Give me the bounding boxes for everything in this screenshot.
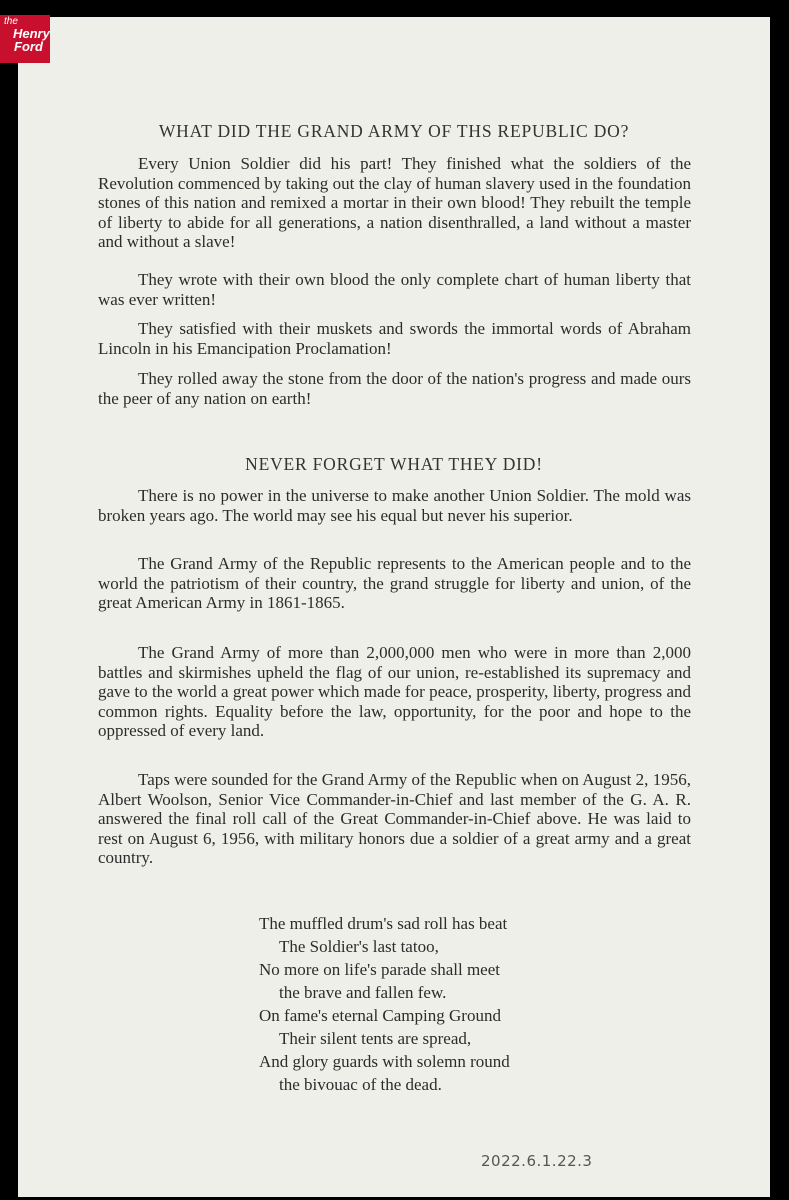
logo-text-ford: Ford	[14, 39, 43, 54]
logo-text-the: the	[4, 16, 18, 27]
archive-number: 2022.6.1.22.3	[481, 1152, 593, 1170]
section-heading-what-did: WHAT DID THE GRAND ARMY OF THS REPUBLIC DO?	[158, 121, 630, 141]
paragraph-two-million-men: The Grand Army of more than 2,000,000 men who were in more than 2,000 battles and skirmishes upheld the flag of our union, re-established its supremacy and gave to the world a great power which made for peace, prosperity, liberty, progress and common rights. Equality before the law, opportunity, for the poor and hope to the oppressed of every land.	[98, 643, 691, 740]
poem-line: On fame's eternal Camping Ground	[259, 1006, 501, 1025]
poem-line: The muffled drum's sad roll has beat	[259, 914, 508, 933]
logo-text-henry: Henry	[13, 26, 50, 41]
poem	[259, 912, 619, 1096]
poem-line: Their silent tents are spread,	[279, 1029, 472, 1048]
document-page	[18, 17, 770, 1197]
paragraph-satisfied-muskets: They satisfied with their muskets and swords the immortal words of Abraham Lincoln in his Emancipation Proclamation!	[98, 319, 691, 358]
poem-line: the bivouac of the dead.	[279, 1075, 442, 1094]
poem-line: The Soldier's last tatoo,	[279, 937, 439, 956]
paragraph-rolled-away-stone: They rolled away the stone from the door of the nation's progress and made ours the peer of any nation on earth!	[98, 369, 691, 408]
poem-line: No more on life's parade shall meet	[259, 960, 500, 979]
paragraph-no-power: There is no power in the universe to make another Union Soldier. The mold was broken years ago. The world may see his equal but never his superior.	[98, 486, 691, 525]
paragraph-grand-army-represents: The Grand Army of the Republic represents to the American people and to the world the patriotism of their country, the grand struggle for liberty and union, of the great American Army in 1861-1865.	[98, 554, 691, 612]
poem-line: And glory guards with solemn round	[259, 1052, 510, 1071]
poem-line: the brave and fallen few.	[279, 983, 447, 1002]
paragraph-taps-sounded: Taps were sounded for the Grand Army of the Republic when on August 2, 1956, Albert Woolson, Senior Vice Commander-in-Chief and last member of the G. A. R. answered the final roll call of the Great Commander-in-Chief above. He was laid to rest on August 6, 1956, with military honors due a soldier of a great army and a great country.	[98, 770, 691, 867]
paragraph-wrote-with-blood: They wrote with their own blood the only complete chart of human liberty that was ever written!	[98, 270, 691, 309]
paragraph-every-union-soldier: Every Union Soldier did his part! They finished what the soldiers of the Revolution commenced by taking out the clay of human slavery used in the foundation stones of this nation and remixed a mortar in their own blood! They rebuilt the temple of liberty to abide for all generations, a nation disenthralled, a land without a master and without a slave!	[98, 154, 691, 251]
section-heading-never-forget: NEVER FORGET WHAT THEY DID!	[245, 454, 543, 474]
henry-ford-logo	[0, 15, 50, 63]
